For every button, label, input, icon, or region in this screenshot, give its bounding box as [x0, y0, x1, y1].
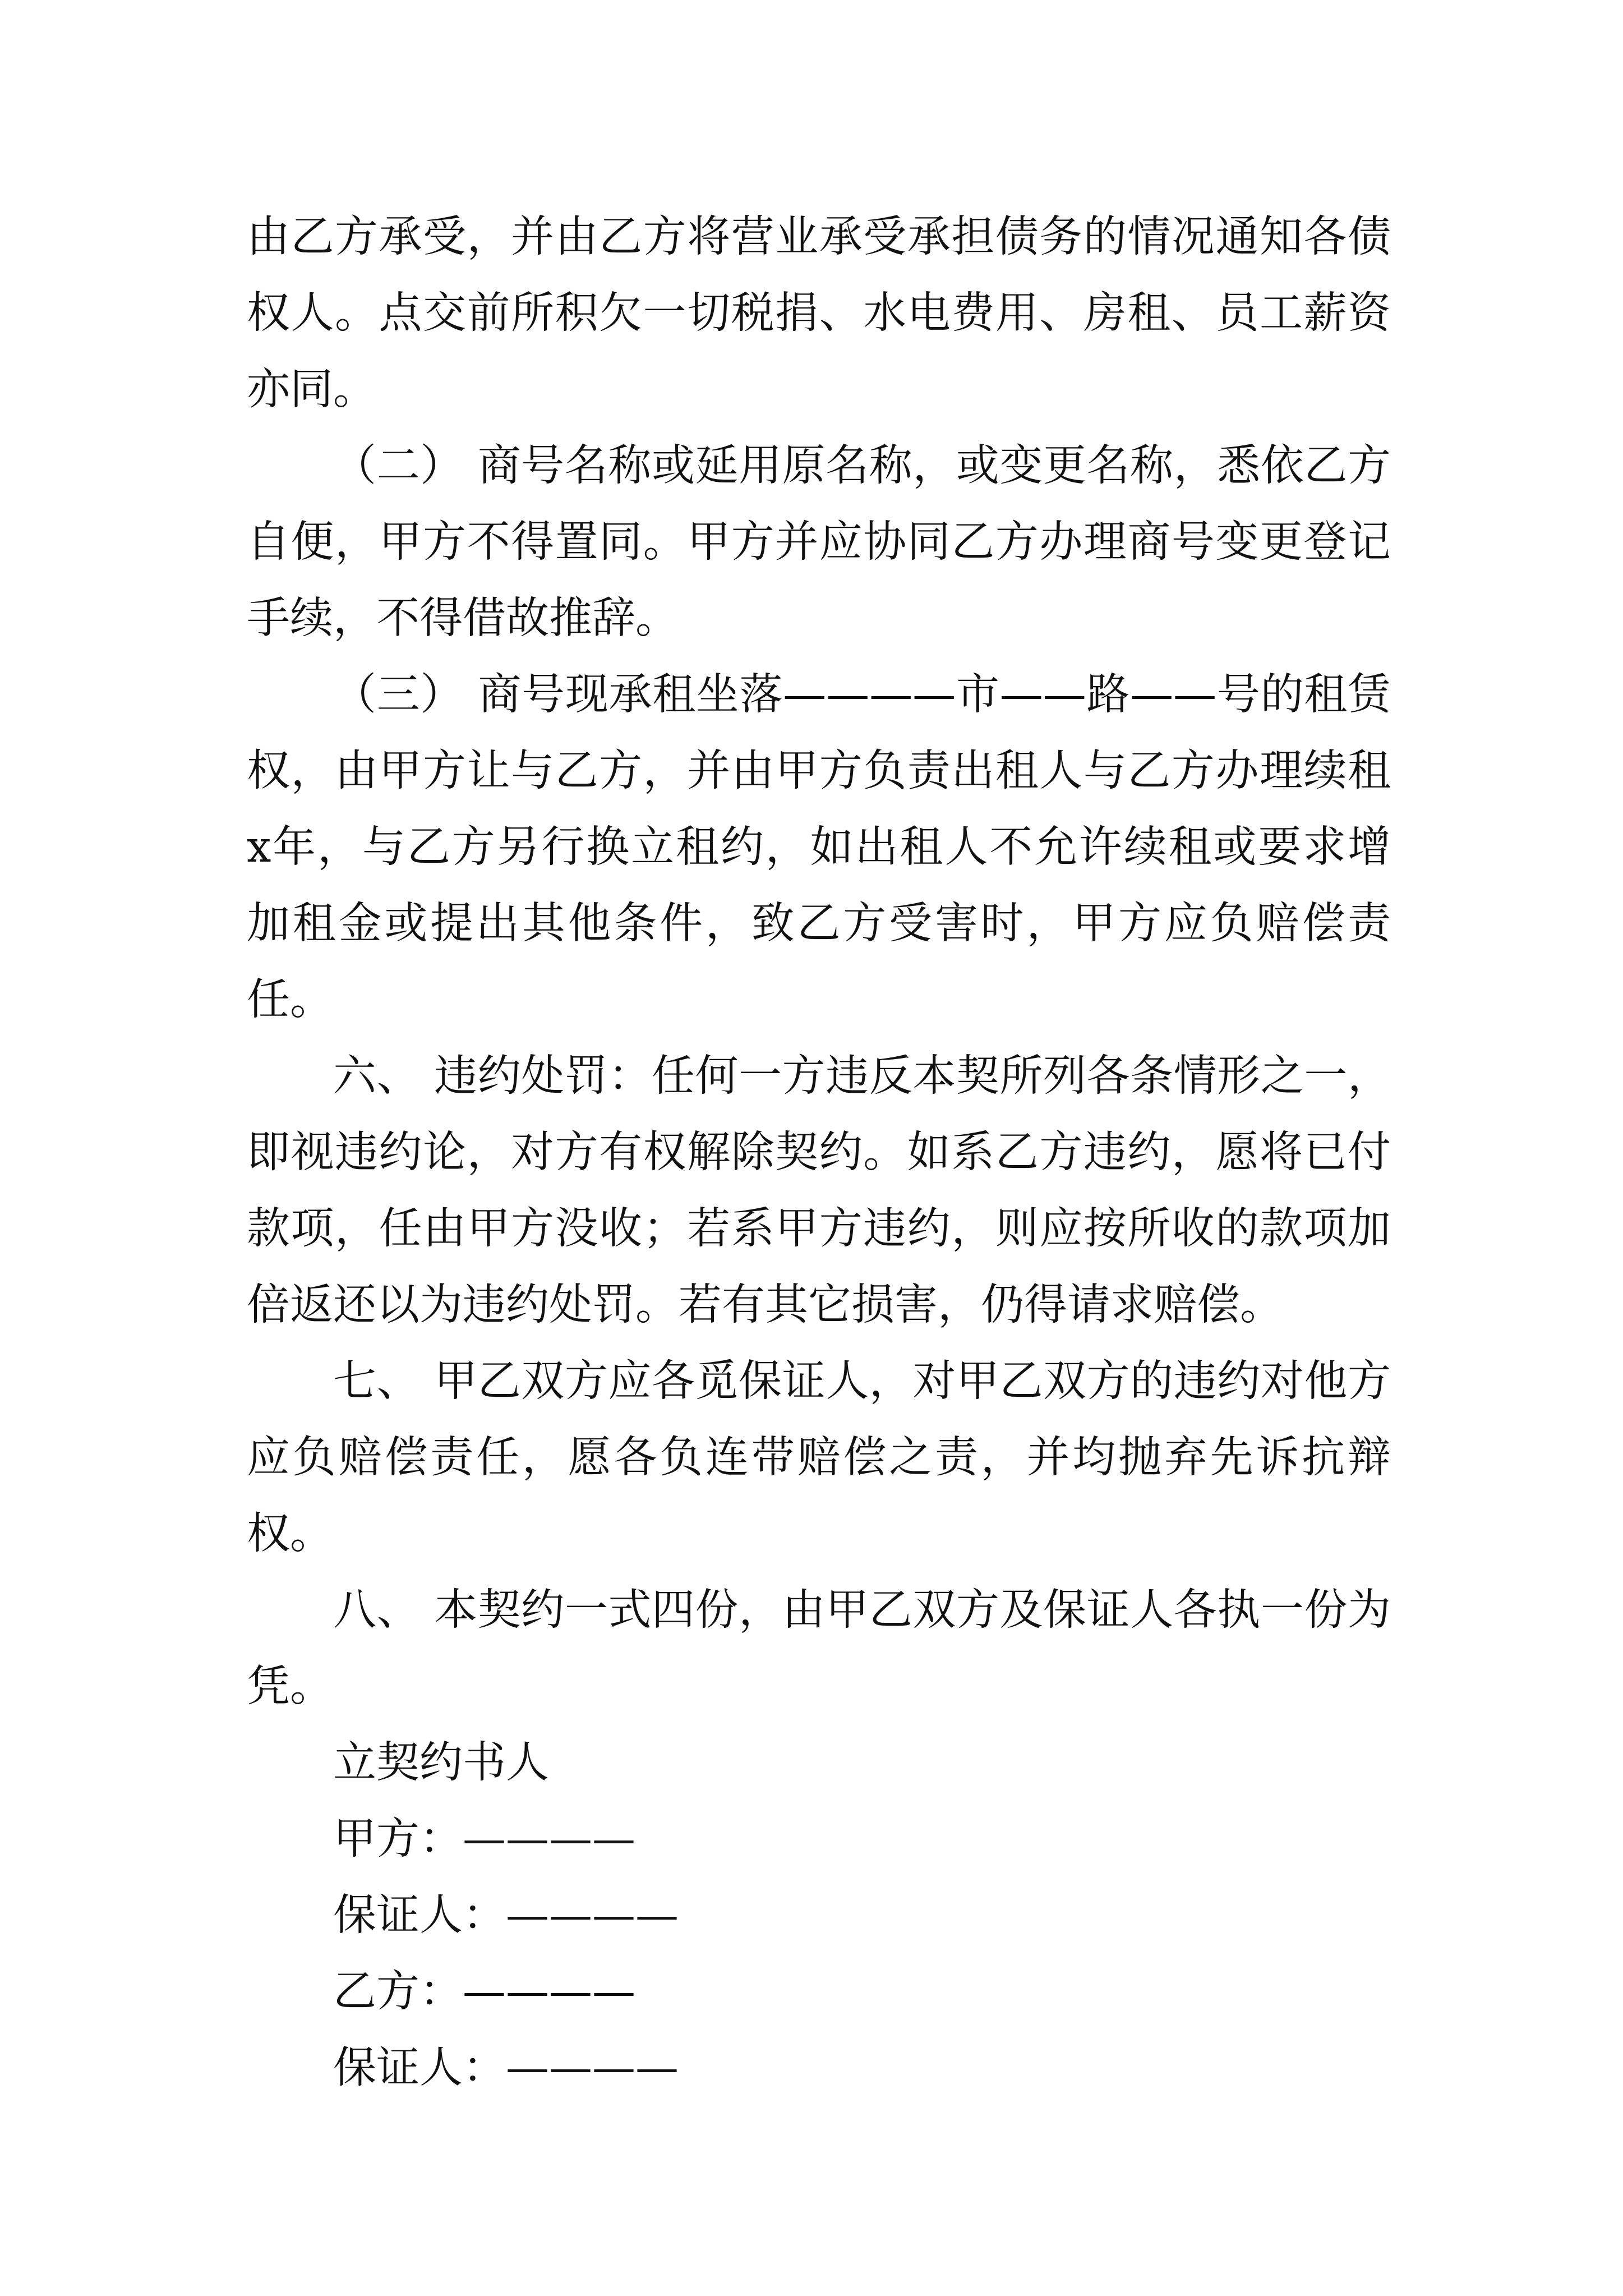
- paragraph-article-6-breach-penalty: 六、 违约处罚：任何一方违反本契所列各条情形之一，即视违约论，对方有权解除契约。如系乙方违约，愿将已付款项，任由甲方没收；若系甲方违约，则应按所收的款项加倍返还以为违约处罚。若有其它损害，仍得请求赔偿。: [247, 1051, 1391, 1330]
- guarantor-b-signature-line: 保证人：————: [333, 2043, 679, 2093]
- paragraph-clause-2-trade-name: （二） 商号名称或延用原名称，或变更名称，悉依乙方自便，甲方不得置同。甲方并应协同乙方办理商号变更登记手续，不得借故推辞。: [247, 441, 1391, 643]
- party-a-signature-line: 甲方：————: [333, 1814, 635, 1864]
- paragraph-article-8-copies: 八、 本契约一式四份，由甲乙双方及保证人各执一份为凭。: [247, 1585, 1391, 1711]
- paragraph-debt-assumption: 由乙方承受，并由乙方将营业承受承担债务的情况通知各债权人。点交前所积欠一切税捐、水电费用、房租、员工薪资亦同。: [247, 212, 1391, 415]
- paragraph-article-7-guarantors: 七、 甲乙双方应各觅保证人，对甲乙双方的违约对他方应负赔偿责任，愿各负连带赔偿之责，并均抛弃先诉抗辩权。: [247, 1356, 1391, 1559]
- party-b-signature-line: 乙方：————: [333, 1967, 635, 2017]
- signature-block: [247, 1725, 1391, 2106]
- paragraph-clause-3-lease-right: （三） 商号现承租坐落————市——路——号的租赁权，由甲方让与乙方，并由甲方负责出租人与乙方办理续租x年，与乙方另行换立租约，如出租人不允许续租或要求增加租金或提出其他条件，致乙方受害时，甲方应负赔偿责任。: [247, 670, 1391, 1025]
- guarantor-a-signature-line: 保证人：————: [333, 1890, 679, 1940]
- signature-heading: 立契约书人: [333, 1738, 549, 1788]
- document-body: [247, 199, 1391, 2106]
